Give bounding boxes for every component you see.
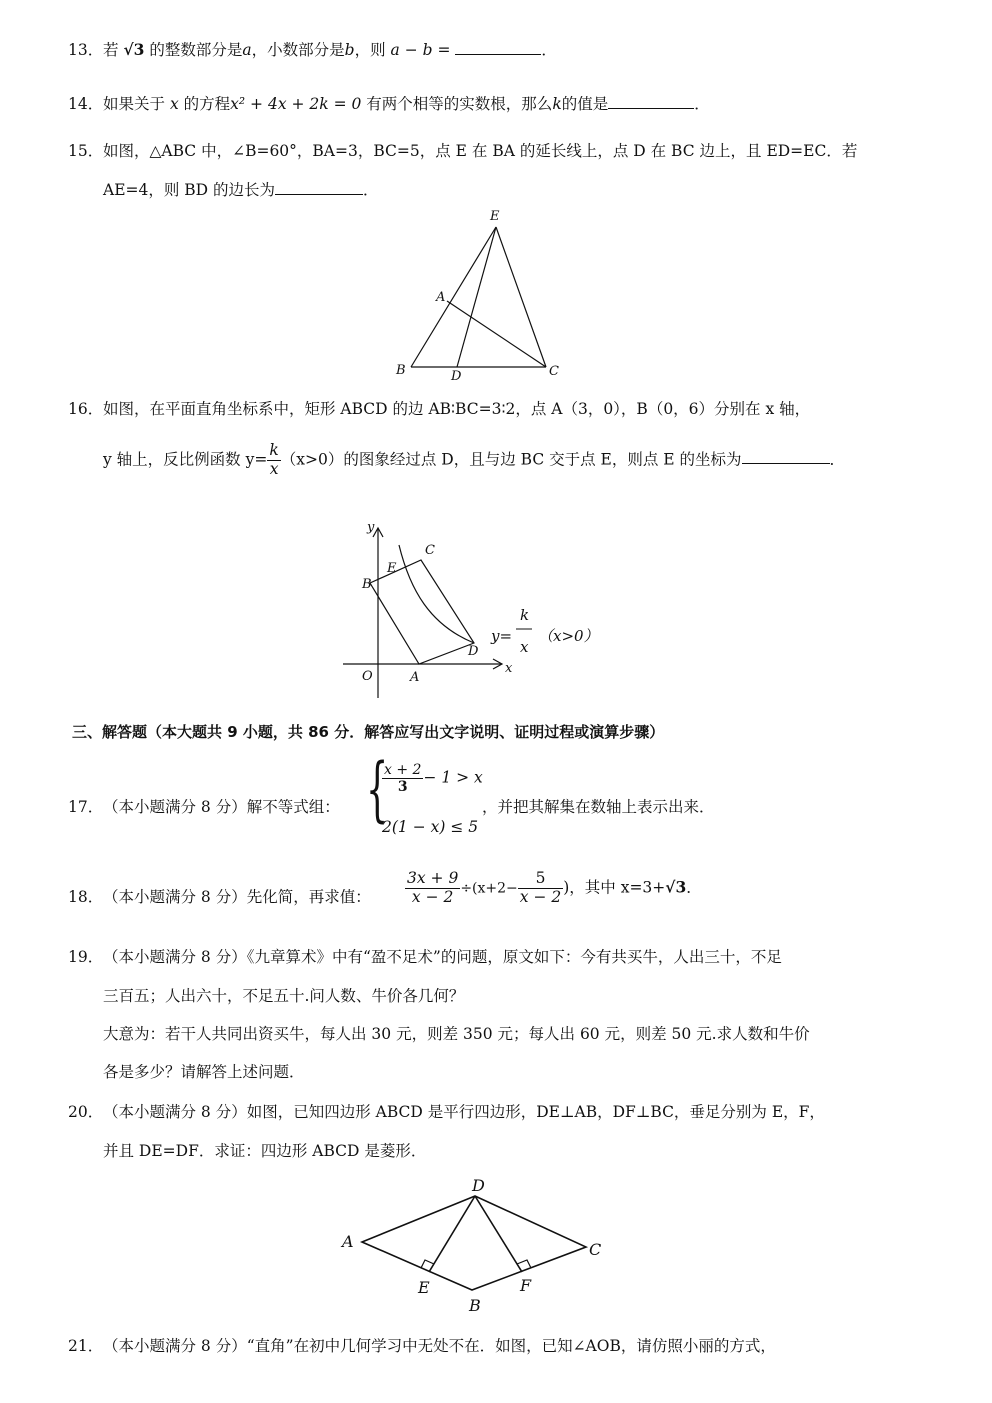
q19-line1: （本小题满分 8 分）《九章算术》中有“盈不足术”的问题，原文如下：今有共买牛，人出三十，不足 [103, 948, 782, 966]
q16-line2-a: y 轴上，反比例函数 y= [103, 450, 268, 469]
fraction-3x-plus-9: $\frac{3x + 9}{x - 2}$ [407, 869, 459, 906]
question-number: 18． [68, 888, 104, 906]
q16-line2-b: （x>0）的图象经过点 D，且与边 BC 交于点 E，则点 E 的坐标为 [280, 450, 742, 469]
q14-text-d: 的值是 [561, 95, 609, 113]
q19-line4: 各是多少？请解答上述问题． [103, 1063, 305, 1081]
q13-expression: a − b = [390, 41, 451, 59]
question-number: 13． [68, 41, 104, 59]
question-number: 17． [68, 798, 104, 816]
left-brace: { [366, 748, 389, 830]
question-number: 15． [68, 142, 104, 160]
label-E: E [387, 561, 397, 576]
q20-line1: （本小题满分 8 分）如图，已知四边形 ABCD 是平行四边形，DE⊥AB，DF⊥BC，垂足分别为 E，F， [103, 1103, 825, 1121]
label-E: E [490, 209, 500, 224]
label-B: B [469, 1296, 481, 1315]
q15-line2: AE=4，则 BD 的边长为 [103, 181, 276, 199]
sqrt-3: √3 [665, 877, 687, 897]
ineq1-rest: − 1 > x [423, 768, 483, 787]
q18-mid-b: )，其中 x=3+ [563, 878, 666, 897]
fraction-k-over-x: $\frac{k}{x}$ [269, 441, 279, 478]
label-E: E [418, 1278, 430, 1297]
var-b: b [344, 41, 355, 59]
fraction-5-over: $\frac{5}{x - 2}$ [519, 869, 562, 906]
label-A: A [436, 290, 446, 305]
sqrt-3: √3 [123, 40, 145, 59]
q14-equation: x² + 4x + 2k = 0 [230, 95, 362, 113]
origin-label: O [362, 669, 373, 684]
q13-text-d: ，则 [354, 41, 386, 59]
curve-label-x: x [520, 638, 529, 656]
curve-label-domain: （x>0） [538, 627, 599, 645]
label-A: A [342, 1232, 354, 1251]
q17-inequality-system [366, 748, 486, 842]
q13-text-a: 若 [103, 41, 119, 59]
curve-label-y: y= [491, 627, 513, 645]
q19-line2: 三百五；人出六十，不足五十.问人数、牛价各几何？ [103, 987, 465, 1005]
label-C: C [425, 543, 435, 558]
fraction-x-plus-2-over-3: $\frac{x + 2}{3}$ [384, 762, 422, 796]
label-B: B [362, 577, 372, 592]
q13-text-c: ，小数部分是 [251, 41, 345, 59]
q13-text-b: 的整数部分是 [149, 41, 243, 59]
curve-label-k: k [520, 606, 530, 624]
q19-line3: 大意为：若干人共同出资买牛，每人出 30 元，则差 350 元；每人出 60 元，则差 50 元.求人数和牛价 [103, 1025, 810, 1043]
axis-y-label: y [367, 520, 375, 535]
label-D: D [472, 1176, 485, 1195]
var-a: a [242, 41, 252, 59]
label-C: C [549, 364, 559, 379]
q16-line1: 如图，在平面直角坐标系中，矩形 ABCD 的边 AB∶BC=3∶2，点 A（3，0），B（0，6）分别在 x 轴， [103, 400, 811, 418]
label-D: D [451, 369, 462, 384]
q15-line1: 如图，△ABC 中，∠B=60°，BA=3，BC=5，点 E 在 BA 的延长线上，点 D 在 BC 边上，且 ED=EC．若 [103, 142, 858, 160]
q14-text-c: 有两个相等的实数根，那么 [366, 95, 553, 113]
label-B: B [396, 363, 406, 378]
question-number: 21． [68, 1337, 104, 1355]
axis-x-label: x [505, 661, 513, 676]
ineq2: 2(1 − x) ≤ 5 [382, 818, 479, 836]
q21-line1: （本小题满分 8 分）“直角”在初中几何学习中无处不在．如图，已知∠AOB，请仿照小丽的方式， [103, 1337, 776, 1355]
q14-text-a: 如果关于 [103, 95, 166, 113]
question-number: 14． [68, 95, 104, 113]
q14-text-b: 的方程 [183, 95, 231, 113]
answer-blank[interactable] [608, 94, 694, 109]
label-F: F [520, 1276, 532, 1295]
label-A: A [410, 670, 420, 685]
question-number: 20． [68, 1103, 104, 1121]
answer-blank[interactable] [275, 180, 363, 195]
section-title: 三、解答题（本大题共 9 小题，共 86 分．解答应写出文字说明、证明过程或演算步骤） [72, 723, 665, 741]
q18-text-a: （本小题满分 8 分）先化简，再求值： [103, 888, 371, 906]
question-number: 19． [68, 948, 104, 966]
label-C: C [589, 1240, 602, 1259]
q20-line2: 并且 DE=DF．求证：四边形 ABCD 是菱形． [103, 1142, 427, 1160]
q17-text-b: ，并把其解集在数轴上表示出来． [482, 798, 715, 816]
answer-blank[interactable] [742, 449, 830, 464]
q18-expression: $\frac{3x + 9}{x - 2}$ ÷(x+2− $\frac{5}{x - 2}$ )，其中 x=3+√3． [407, 869, 702, 906]
question-number: 16． [68, 400, 104, 418]
label-D: D [468, 644, 479, 659]
var-x: x [169, 95, 179, 113]
q17-text-a: （本小题满分 8 分）解不等式组： [103, 798, 340, 816]
var-k: k [552, 95, 562, 113]
answer-blank[interactable] [455, 40, 541, 55]
q18-mid-a: ÷(x+2− [460, 880, 518, 897]
